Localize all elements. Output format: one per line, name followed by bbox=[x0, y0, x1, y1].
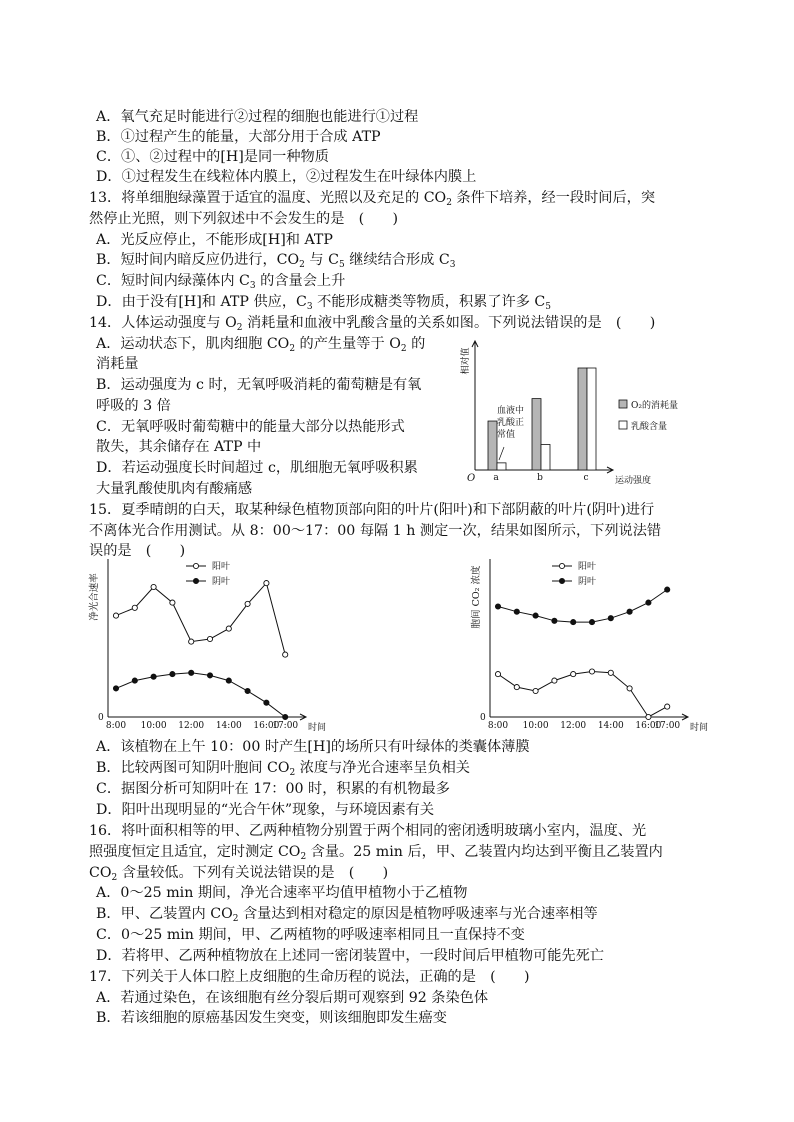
q14-option-c-line1: C．无氧呼吸时葡萄糖中的能量大部分以热能形式 bbox=[96, 419, 405, 435]
photo-point-shade-4 bbox=[189, 670, 194, 675]
annotation-line-3: 常值 bbox=[497, 430, 516, 440]
photo-point-sun-1 bbox=[132, 605, 137, 610]
q12-option-a: A．氧气充足时能进行②过程的细胞也能进行①过程 bbox=[96, 109, 419, 125]
bar-b-lactate bbox=[541, 445, 550, 471]
bar-b-o2 bbox=[532, 399, 541, 470]
photo-x-tick-0: 8:00 bbox=[105, 721, 127, 731]
co2-point-sun-0 bbox=[495, 672, 500, 677]
q17-stem: 17．下列关于人体口腔上皮细胞的生命历程的说法，正确的是 ( ) bbox=[89, 969, 530, 985]
co2-x-tick-0: 8:00 bbox=[487, 721, 509, 731]
q14-stem: 14．人体运动强度与 $O_2$ 消耗量和血液中乳酸含量的关系如图。下列说法错误的是 ( ) bbox=[89, 315, 656, 333]
co2-point-shade-6 bbox=[608, 616, 613, 621]
co2-legend-marker-shade bbox=[559, 578, 564, 583]
photo-point-shade-6 bbox=[226, 678, 231, 683]
photo-series-shade-line bbox=[116, 673, 285, 717]
co2-point-shade-4 bbox=[571, 620, 576, 625]
annotation-pointer bbox=[499, 447, 504, 460]
q13-option-b: B．短时间内暗反应仍进行，$CO_2$ 与 $C_5$ 继续结合形成 $C_3$ bbox=[96, 252, 456, 270]
co2-point-sun-4 bbox=[571, 672, 576, 677]
co2-point-sun-5 bbox=[589, 669, 594, 674]
q14-option-b-line1: B．运动强度为 c 时，无氧呼吸消耗的葡萄糖是有氧 bbox=[96, 377, 422, 393]
co2-point-sun-9 bbox=[665, 704, 670, 709]
legend-swatch-lactate bbox=[619, 421, 627, 429]
q15-option-a: A．该植物在上午 10：00 时产生[H]的场所只有叶绿体的类囊体薄膜 bbox=[96, 739, 530, 755]
q14-option-d-line1: D．若运动强度长时间超过 c，肌细胞无氧呼吸积累 bbox=[96, 460, 418, 476]
photo-point-sun-7 bbox=[245, 601, 250, 606]
co2-origin-label: 0 bbox=[480, 713, 486, 723]
co2-x-tick-3: 14:00 bbox=[597, 721, 624, 731]
q15-option-d: D．阳叶出现明显的“光合午休”现象，与环境因素有关 bbox=[96, 802, 435, 818]
photo-legend-marker-shade bbox=[193, 578, 198, 583]
q15-net-photosynthesis-chart bbox=[88, 557, 348, 737]
q12-option-b: B．①过程产生的能量，大部分用于合成 ATP bbox=[96, 129, 381, 145]
q12-option-d: D．①过程发生在线粒体内膜上，②过程发生在叶绿体内膜上 bbox=[96, 169, 477, 185]
q15-stem-line1: 15．夏季晴朗的白天，取某种绿色植物顶部向阳的叶片(阳叶)和下部阴蔽的叶片(阴叶)进行 bbox=[89, 502, 655, 518]
q16-option-d: D．若将甲、乙两种植物放在上述同一密闭装置中，一段时间后甲植物可能先死亡 bbox=[96, 948, 604, 964]
co2-point-shade-2 bbox=[533, 613, 538, 618]
co2-point-shade-9 bbox=[665, 587, 670, 592]
co2-point-sun-6 bbox=[608, 670, 613, 675]
q15-stem-line3: 误的是 ( ) bbox=[89, 543, 186, 559]
q14-option-d-line2: 大量乳酸使肌肉有酸痛感 bbox=[96, 481, 253, 497]
q16-stem-line2: 照强度恒定且适宜，定时测定 $CO_2$ 含量。25 min 后，甲、乙装置内均达到平衡且乙装置内 bbox=[89, 844, 663, 862]
co2-point-sun-2 bbox=[533, 688, 538, 693]
co2-legend-marker-sun bbox=[559, 563, 564, 568]
photo-legend-label-sun: 阳叶 bbox=[212, 562, 231, 572]
co2-point-sun-7 bbox=[627, 686, 632, 691]
photo-point-shade-7 bbox=[245, 688, 250, 693]
annotation-line-2: 乳酸正 bbox=[497, 418, 525, 428]
legend-label-lactate: 乳酸含量 bbox=[631, 422, 668, 432]
x-tick-b: b bbox=[537, 473, 543, 483]
photo-x-tick-3: 14:00 bbox=[215, 721, 242, 731]
y-axis-label: 相对值 bbox=[461, 347, 471, 375]
q13-stem-line2: 然停止光照，则下列叙述中不会发生的是 ( ) bbox=[89, 211, 399, 227]
q15-intercellular-co2-chart bbox=[470, 557, 730, 737]
co2-x-tick-2: 12:00 bbox=[560, 721, 587, 731]
q17-option-a: A．若通过染色，在该细胞有丝分裂后期可观察到 92 条染色体 bbox=[96, 990, 489, 1006]
origin-label: O bbox=[467, 473, 476, 484]
co2-point-sun-3 bbox=[552, 678, 557, 683]
q12-option-c: C．①、②过程中的[H]是同一种物质 bbox=[96, 149, 329, 165]
q15-stem-line2: 不离体光合作用测试。从 8：00～17：00 每隔 1 h 测定一次，结果如图所示，下列说法错 bbox=[89, 523, 662, 539]
q14-bar-chart bbox=[455, 333, 705, 493]
q13-stem-line1: 13．将单细胞绿藻置于适宜的温度、光照以及充足的 $CO_2$ 条件下培养，经一段时间后，突 bbox=[89, 190, 656, 208]
photo-point-shade-8 bbox=[264, 700, 269, 705]
photo-point-shade-0 bbox=[113, 686, 118, 691]
photo-x-tick-4: 16:00 bbox=[253, 721, 280, 731]
x-tick-c: c bbox=[583, 473, 589, 483]
q16-option-c: C．0～25 min 期间，甲、乙两植物的呼吸速率相同且一直保持不变 bbox=[96, 927, 525, 943]
co2-point-shade-7 bbox=[627, 609, 632, 614]
co2-y-axis-label: 胞间 CO₂ 浓度 bbox=[471, 565, 482, 629]
photo-point-sun-9 bbox=[283, 652, 288, 657]
photo-x-tick-2: 12:00 bbox=[178, 721, 205, 731]
co2-legend-label-sun: 阳叶 bbox=[578, 562, 597, 572]
photo-point-sun-0 bbox=[113, 613, 118, 618]
photo-point-sun-4 bbox=[189, 639, 194, 644]
photo-x-axis-label: 时间 bbox=[308, 723, 327, 733]
co2-point-shade-3 bbox=[552, 618, 557, 623]
photo-legend-marker-sun bbox=[193, 563, 198, 568]
annotation-line-1: 血液中 bbox=[497, 406, 525, 416]
photo-y-axis-label: 净光合速率 bbox=[89, 573, 100, 621]
q15-option-c: C．据图分析可知阴叶在 17：00 时，积累的有机物最多 bbox=[96, 781, 450, 797]
q16-stem-line1: 16．将叶面积相等的甲、乙两种植物分别置于两个相同的密闭透明玻璃小室内，温度、光 bbox=[89, 823, 647, 839]
co2-x-tick-5: 17:00 bbox=[654, 721, 681, 731]
photo-point-sun-5 bbox=[207, 636, 212, 641]
q16-option-a: A．0～25 min 期间，净光合速率平均值甲植物小于乙植物 bbox=[96, 885, 468, 901]
co2-x-tick-4: 16:00 bbox=[635, 721, 662, 731]
photo-point-shade-3 bbox=[170, 672, 175, 677]
co2-point-shade-8 bbox=[646, 600, 651, 605]
photo-x-tick-1: 10:00 bbox=[140, 721, 167, 731]
photo-point-shade-5 bbox=[207, 673, 212, 678]
q17-option-b: B．若该细胞的原癌基因发生突变，则该细胞即发生癌变 bbox=[96, 1010, 447, 1026]
q13-option-d: D．由于没有[H]和 ATP 供应，$C_3$ 不能形成糖类等物质，积累了许多 $C_5$ bbox=[96, 294, 552, 312]
q14-option-b-line2: 呼吸的 3 倍 bbox=[96, 398, 171, 414]
photo-point-sun-2 bbox=[151, 584, 156, 589]
co2-point-shade-5 bbox=[589, 620, 594, 625]
co2-point-shade-1 bbox=[514, 609, 519, 614]
co2-point-sun-8 bbox=[646, 714, 651, 719]
q16-option-b: B．甲、乙装置内 $CO_2$ 含量达到相对稳定的原因是植物呼吸速率与光合速率相等 bbox=[96, 906, 598, 924]
co2-x-axis-label: 时间 bbox=[690, 723, 709, 733]
bar-a-lactate bbox=[497, 463, 506, 470]
bar-c-o2 bbox=[578, 368, 587, 470]
photo-point-shade-2 bbox=[151, 674, 156, 679]
photo-origin-label: 0 bbox=[98, 713, 104, 723]
x-axis-label: 运动强度 bbox=[615, 476, 652, 486]
legend-label-o2: O₂的消耗量 bbox=[631, 401, 678, 411]
photo-point-sun-3 bbox=[170, 600, 175, 605]
x-tick-a: a bbox=[493, 473, 499, 483]
co2-point-shade-0 bbox=[495, 604, 500, 609]
photo-legend-label-shade: 阴叶 bbox=[212, 577, 231, 587]
q14-option-a-line2: 消耗量 bbox=[96, 356, 139, 372]
photo-point-sun-8 bbox=[264, 581, 269, 586]
photo-series-sun-line bbox=[116, 583, 285, 655]
photo-point-shade-9 bbox=[283, 714, 288, 719]
co2-series-shade-line bbox=[498, 590, 667, 623]
q13-option-c: C．短时间内绿藻体内 $C_3$ 的含量会上升 bbox=[96, 273, 346, 291]
q14-option-c-line2: 散失，其余储存在 ATP 中 bbox=[96, 439, 262, 455]
co2-legend-label-shade: 阴叶 bbox=[578, 577, 597, 587]
q15-option-b: B．比较两图可知阴叶胞间 $CO_2$ 浓度与净光合速率呈负相关 bbox=[96, 760, 470, 778]
bar-a-o2 bbox=[488, 421, 497, 470]
q13-option-a: A．光反应停止，不能形成[H]和 ATP bbox=[96, 232, 333, 248]
bar-c-lactate bbox=[587, 368, 596, 470]
co2-point-sun-1 bbox=[514, 685, 519, 690]
q14-option-a-line1: A．运动状态下，肌肉细胞 $CO_2$ 的产生量等于 $O_2$ 的 bbox=[96, 336, 426, 354]
photo-point-shade-1 bbox=[132, 678, 137, 683]
legend-swatch-o2 bbox=[619, 400, 627, 408]
co2-series-sun-line bbox=[498, 672, 667, 718]
photo-point-sun-6 bbox=[226, 626, 231, 631]
q16-stem-line3: $CO_2$ 含量较低。下列有关说法错误的是 ( ) bbox=[89, 865, 389, 883]
photo-x-tick-5: 17:00 bbox=[272, 721, 299, 731]
co2-x-tick-1: 10:00 bbox=[522, 721, 549, 731]
